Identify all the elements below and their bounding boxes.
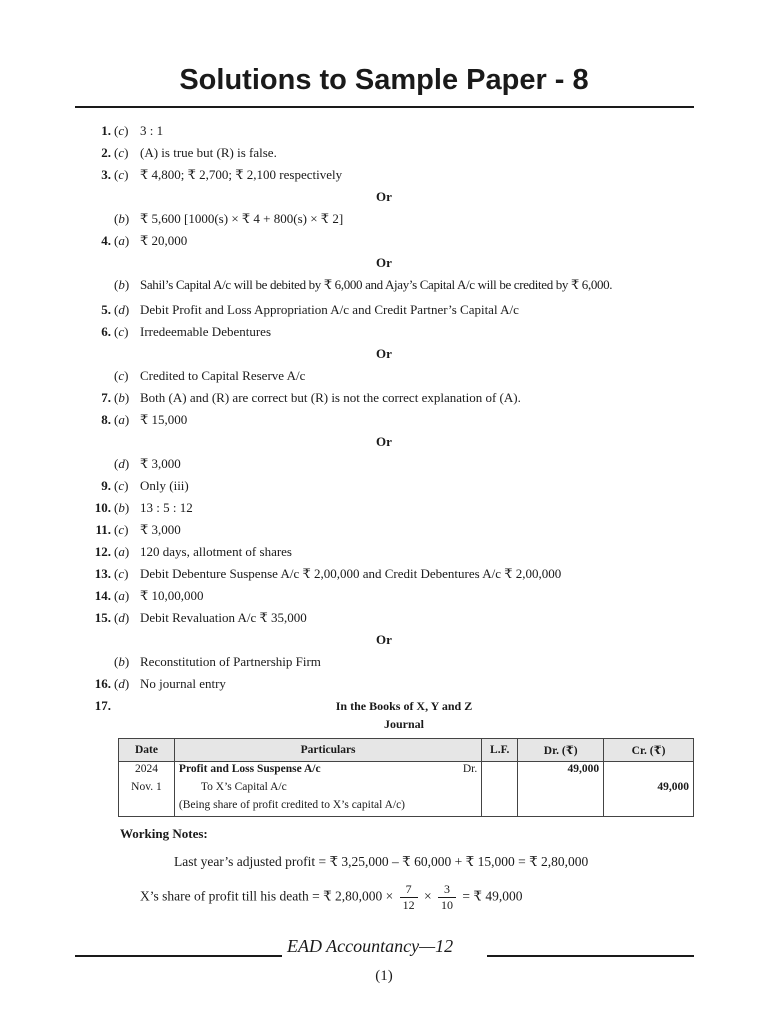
table-row [119,762,694,781]
answer-text: (A) is true but (R) is false. [140,145,277,160]
answer-text: ₹ 5,600 [1000(s) × ₹ 4 + 800(s) × ₹ 2] [140,211,344,226]
answer-text: No journal entry [140,676,226,691]
or-separator: Or [376,189,392,204]
answer-text: 13 : 5 : 12 [140,500,193,515]
row-date [119,798,175,817]
fraction-numerator: 7 [400,882,418,898]
answer-option: (c) [114,123,129,138]
answer-number: 1. [101,123,111,138]
or-separator: Or [376,346,392,361]
fraction [438,882,456,913]
answer-text: ₹ 15,000 [140,412,188,427]
dr-marker: Dr. [462,763,478,775]
col-date: Date [119,739,175,762]
answer-option: (a) [114,544,130,559]
journal-table [118,738,694,817]
answer-option: (a) [114,412,130,427]
row-dr: 49,000 [518,762,604,781]
row-cr: 49,000 [604,780,694,798]
answer-text: ₹ 20,000 [140,233,188,248]
answer-option: (d) [114,456,130,471]
answer-text: Both (A) and (R) are correct but (R) is not the correct explanation of (A). [140,390,521,405]
col-cr: Cr. (₹) [604,739,694,762]
fraction-denominator: 12 [402,898,415,912]
books-heading: In the Books of X, Y and Z [335,699,473,713]
times-sign: × [424,888,432,904]
answer-number: 12. [94,544,111,559]
answer-option: (c) [114,368,129,383]
answer-option: (c) [114,478,129,493]
answer-number: 6. [101,324,111,339]
answer-number: 7. [101,390,111,405]
answer-text: ₹ 3,000 [140,522,181,537]
footer-rule-right [487,955,694,957]
row-cr [604,762,694,781]
answer-text: 120 days, allotment of shares [140,544,292,559]
row-dr [518,798,604,817]
answer-number: 5. [101,302,111,317]
share-of-profit-calc [140,882,523,913]
or-separator: Or [376,632,392,647]
answer-text: ₹ 10,00,000 [140,588,204,603]
answer-option: (d) [114,610,130,625]
row-lf [482,780,518,798]
answer-option: (b) [114,390,130,405]
calc-text: X’s share of profit till his death = ₹ 2,80,000 × [140,888,394,904]
answer-number: 16. [94,676,111,691]
col-dr: Dr. (₹) [518,739,604,762]
page-title: Solutions to Sample Paper - 8 [179,64,589,96]
answer-option: (a) [114,588,130,603]
page-number: (1) [375,968,393,984]
answer-number: 11. [95,522,111,537]
answer-number: 3. [101,167,111,182]
row-particulars: (Being share of profit credited to X’s capital A/c) [174,798,481,817]
answer-number: 14. [94,588,111,603]
answer-number: 10. [94,500,111,515]
answer-option: (b) [114,500,130,515]
answer-number: 15. [94,610,111,625]
answer-option: (b) [114,654,130,669]
table-row [119,798,694,817]
answer-number: 8. [101,412,111,427]
answer-number: 2. [101,145,111,160]
answer-text: Only (iii) [140,478,189,493]
adjusted-profit-calc: Last year’s adjusted profit = ₹ 3,25,000 – ₹ 60,000 + ₹ 15,000 = ₹ 2,80,000 [174,854,589,869]
journal-heading: Journal [383,717,424,731]
answer-text: Debit Revaluation A/c ₹ 35,000 [140,610,307,625]
fraction [400,882,418,913]
calc-result: = ₹ 49,000 [462,888,523,904]
col-lf: L.F. [482,739,518,762]
fraction-denominator: 10 [441,898,454,912]
answer-text: 3 : 1 [140,123,164,138]
answer-number: 13. [94,566,111,581]
answer-text: Irredeemable Debentures [140,324,272,339]
answer-text: Debit Profit and Loss Appropriation A/c and Credit Partner’s Capital A/c [140,302,519,317]
answer-option: (d) [114,676,130,691]
footer-rule-left [75,955,282,957]
row-cr [604,798,694,817]
answer-text: Sahil’s Capital A/c will be debited by ₹ 6,000 and Ajay’s Capital A/c will be credited by ₹ 6,000. [140,277,613,292]
row-lf [482,798,518,817]
particulars-text: Profit and Loss Suspense A/c [178,763,321,775]
row-dr [518,780,604,798]
answer-text: Reconstitution of Partnership Firm [140,654,321,669]
answer-option: (c) [114,566,129,581]
answer-option: (c) [114,324,129,339]
answer-text: Debit Debenture Suspense A/c ₹ 2,00,000 and Credit Debentures A/c ₹ 2,00,000 [140,566,562,581]
answer-text: ₹ 3,000 [140,456,181,471]
answer-text: Credited to Capital Reserve A/c [140,368,306,383]
col-particulars: Particulars [174,739,481,762]
or-separator: Or [376,255,392,270]
answer-number: 4. [101,233,111,248]
answer-option: (c) [114,145,129,160]
answer-number: 17. [94,698,111,713]
row-particulars [174,762,481,781]
working-notes-label: Working Notes: [120,826,208,841]
answer-option: (c) [114,522,129,537]
fraction-numerator: 3 [438,882,456,898]
row-date: Nov. 1 [119,780,175,798]
row-lf [482,762,518,781]
row-particulars [174,780,481,798]
table-row [119,780,694,798]
answer-option: (d) [114,302,130,317]
answer-number: 9. [101,478,111,493]
answer-option: (b) [114,277,130,292]
or-separator: Or [376,434,392,449]
answer-option: (c) [114,167,129,182]
footer-title: EAD Accountancy—12 [287,936,454,956]
answer-option: (b) [114,211,130,226]
title-underline [75,106,694,108]
particulars-text: To X’s Capital A/c [200,781,287,793]
journal-header-row [119,739,694,762]
answer-text: ₹ 4,800; ₹ 2,700; ₹ 2,100 respectively [140,167,343,182]
row-date: 2024 [119,762,175,781]
answer-option: (a) [114,233,130,248]
